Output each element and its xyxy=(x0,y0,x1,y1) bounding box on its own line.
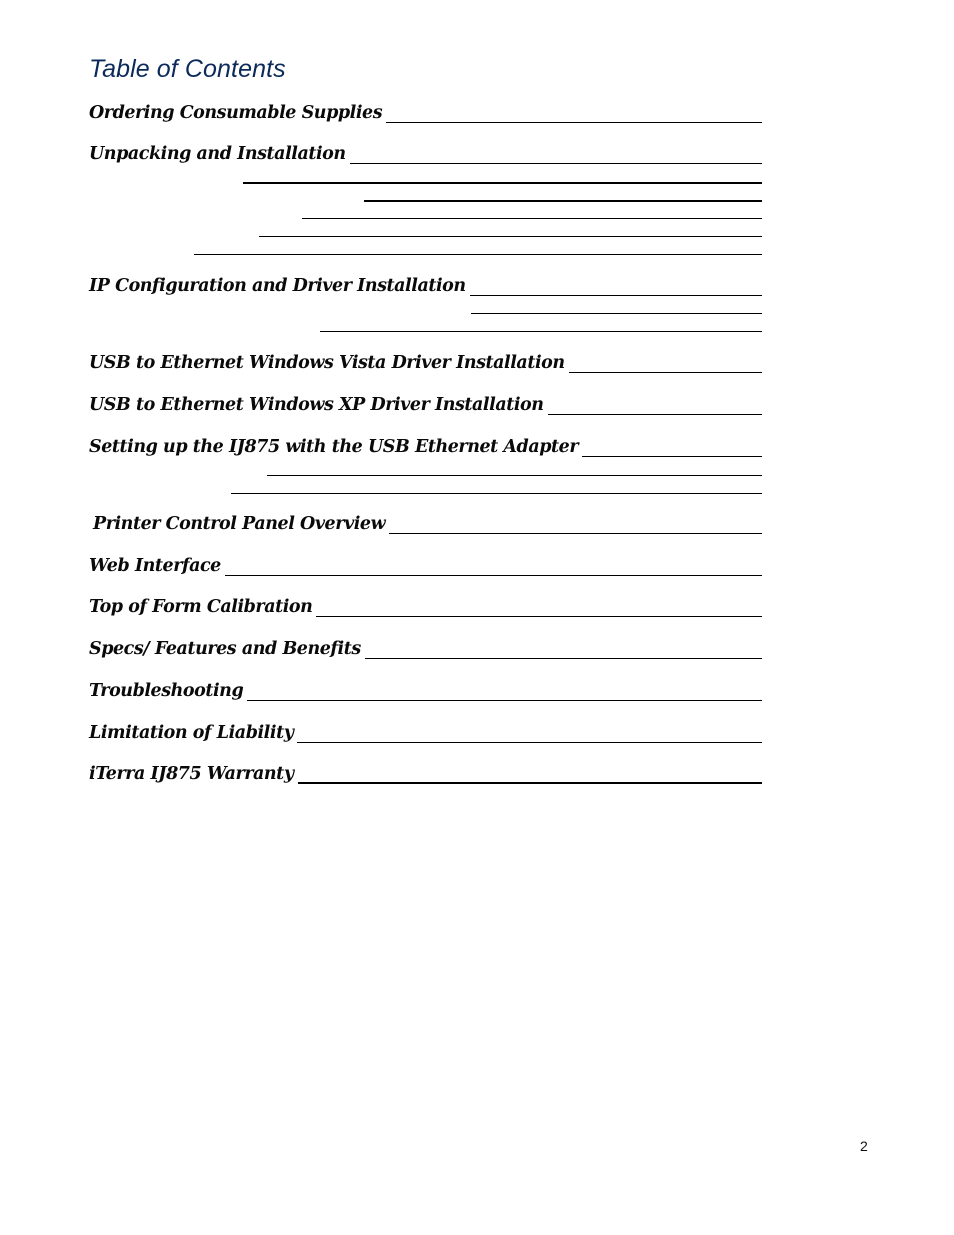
toc-entry-ordering[interactable] xyxy=(89,101,762,125)
subentry-leader-line xyxy=(364,200,762,202)
toc-entry-tof-calibration[interactable] xyxy=(89,595,762,619)
subentry-leader-line xyxy=(320,331,762,332)
toc-entry-ip-config[interactable] xyxy=(89,274,762,298)
toc-leader-line xyxy=(470,295,762,296)
subentry-leader-line xyxy=(259,236,762,237)
toc-entry-label: USB to Ethernet Windows Vista Driver Installation xyxy=(89,353,565,373)
page-number: 2 xyxy=(860,1138,868,1154)
toc-entry-unpacking[interactable] xyxy=(89,142,762,166)
toc-entry-specs[interactable] xyxy=(89,637,762,661)
toc-leader-line xyxy=(247,700,762,701)
toc-leader-line xyxy=(350,163,762,164)
toc-entry-liability[interactable] xyxy=(89,721,762,745)
toc-leader-line xyxy=(569,372,762,373)
toc-entry-label: iTerra IJ875 Warranty xyxy=(89,764,294,784)
subentry-leader-line xyxy=(243,182,762,184)
subentry-leader-line xyxy=(194,254,762,255)
toc-entry-label: Ordering Consumable Supplies xyxy=(89,103,383,123)
toc-entry-web-interface[interactable] xyxy=(89,554,762,578)
subentry-leader-line xyxy=(231,493,762,494)
subentry-leader-line xyxy=(267,475,762,476)
toc-entry-label: Specs/ Features and Benefits xyxy=(89,639,361,659)
toc-entry-usb-xp[interactable] xyxy=(89,393,762,417)
toc-entry-troubleshooting[interactable] xyxy=(89,679,762,703)
toc-entry-label: IP Configuration and Driver Installation xyxy=(89,276,466,296)
toc-entry-label: Web Interface xyxy=(89,556,221,576)
toc-entry-warranty[interactable] xyxy=(89,762,762,786)
toc-leader-line xyxy=(316,616,762,617)
toc-leader-line xyxy=(298,782,762,784)
toc-leader-line xyxy=(582,456,762,457)
toc-leader-line xyxy=(365,658,762,659)
toc-leader-line xyxy=(548,414,762,415)
toc-entry-usb-vista[interactable] xyxy=(89,351,762,375)
subentry-leader-line xyxy=(471,313,762,314)
toc-entry-label: Setting up the IJ875 with the USB Ethernet Adapter xyxy=(89,437,579,457)
toc-entry-label: USB to Ethernet Windows XP Driver Installation xyxy=(89,395,544,415)
toc-leader-line xyxy=(389,533,762,534)
toc-leader-line xyxy=(386,122,762,123)
toc-entry-control-panel[interactable] xyxy=(93,512,762,536)
subentry-leader-line xyxy=(302,218,762,219)
toc-entry-label: Unpacking and Installation xyxy=(89,144,346,164)
toc-entry-label: Troubleshooting xyxy=(89,681,244,701)
toc-entry-label: Top of Form Calibration xyxy=(89,597,313,617)
toc-leader-line xyxy=(297,742,762,743)
page-title: Table of Contents xyxy=(89,55,286,83)
toc-entry-label: Limitation of Liability xyxy=(89,723,294,743)
toc-entry-setup-usb[interactable] xyxy=(89,435,762,459)
toc-entry-label: Printer Control Panel Overview xyxy=(93,514,386,534)
toc-leader-line xyxy=(225,575,762,576)
